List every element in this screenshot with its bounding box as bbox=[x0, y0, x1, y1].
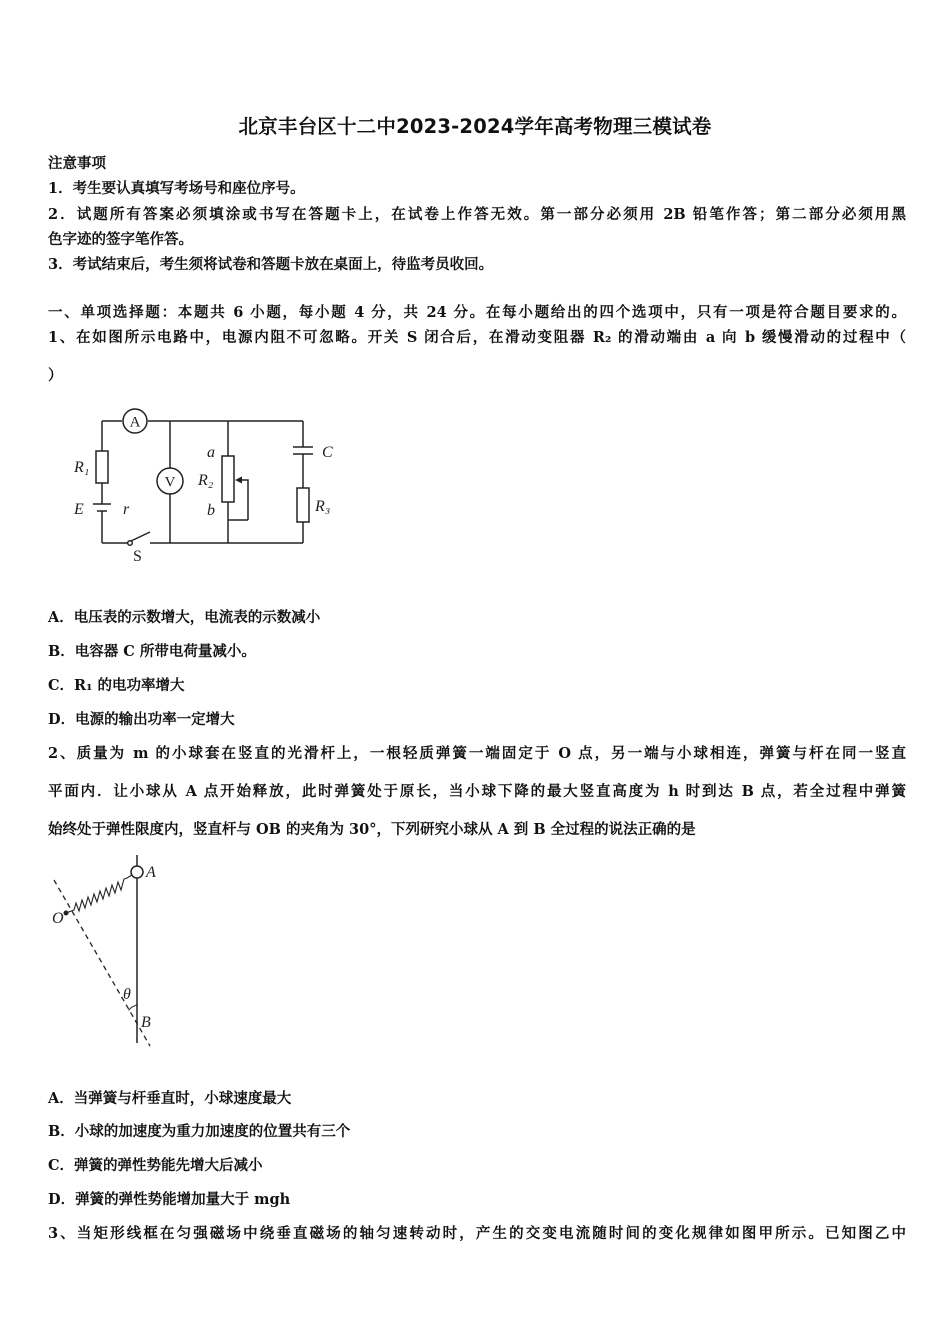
ammeter-label: A bbox=[129, 414, 141, 431]
option: B．小球的加速度为重力加速度的位置共有三个 bbox=[48, 1123, 351, 1140]
option: C．R₁ 的电功率增大 bbox=[48, 677, 185, 694]
r1-label: R₁ bbox=[74, 459, 90, 476]
question-stem: 3、当矩形线框在匀强磁场中绕垂直磁场的轴匀速转动时，产生的交变电流随时间的变化规律如图甲所示。已知图乙中 bbox=[48, 1225, 906, 1242]
capacitor-label: C bbox=[322, 444, 333, 461]
r2-label: R₂ bbox=[198, 472, 214, 489]
r2-a-label: a bbox=[207, 444, 215, 461]
question-stem: 2、质量为 m 的小球套在竖直的光滑杆上，一根轻质弹簧一端固定于 O 点，另一端与小球相连，弹簧与杆在同一竖直 bbox=[48, 745, 906, 762]
internal-resistance-label: r bbox=[123, 501, 130, 518]
emf-label: E bbox=[74, 501, 84, 518]
voltmeter-label: V bbox=[164, 474, 176, 491]
point-b-label: B bbox=[141, 1014, 151, 1031]
circuit-diagram bbox=[60, 400, 360, 570]
point-o-label: O bbox=[52, 910, 64, 927]
section-heading: 一、单项选择题：本题共 6 小题，每小题 4 分，共 24 分。在每小题给出的四个选项中，只有一项是符合题目要求的。 bbox=[48, 304, 906, 321]
option: B．电容器 C 所带电荷量减小。 bbox=[48, 643, 256, 660]
r3-label: R₃ bbox=[315, 498, 331, 515]
option: D．弹簧的弹性势能增加量大于 mgh bbox=[48, 1191, 291, 1208]
notice-item: 1．考生要认真填写考场号和座位序号。 bbox=[48, 180, 305, 197]
theta-label: θ bbox=[123, 986, 131, 1003]
option: A．电压表的示数增大，电流表的示数减小 bbox=[48, 609, 321, 626]
point-a-label: A bbox=[146, 864, 156, 881]
notice-heading: 注意事项 bbox=[48, 155, 106, 172]
notice-item: 2．试题所有答案必须填涂或书写在答题卡上，在试卷上作答无效。第一部分必须用 2B 铅笔作答；第二部分必须用黑 bbox=[48, 206, 906, 223]
spring-rod-diagram bbox=[40, 850, 180, 1050]
option: A．当弹簧与杆垂直时，小球速度最大 bbox=[48, 1090, 292, 1107]
option: C．弹簧的弹性势能先增大后减小 bbox=[48, 1157, 263, 1174]
question-stem: 始终处于弹性限度内，竖直杆与 OB 的夹角为 30°，下列研究小球从 A 到 B 全过程的说法正确的是 bbox=[48, 821, 696, 838]
question-stem: 平面内．让小球从 A 点开始释放，此时弹簧处于原长，当小球下降的最大竖直高度为 h 时到达 B 点，若全过程中弹簧 bbox=[48, 783, 906, 800]
page-title: 北京丰台区十二中2023-2024学年高考物理三模试卷 bbox=[238, 115, 712, 138]
notice-item: 色字迹的签字笔作答。 bbox=[48, 231, 193, 248]
notice-item: 3．考试结束后，考生须将试卷和答题卡放在桌面上，待监考员收回。 bbox=[48, 256, 494, 273]
r2-b-label: b bbox=[207, 502, 215, 519]
option: D．电源的输出功率一定增大 bbox=[48, 711, 235, 728]
question-stem: 1、在如图所示电路中，电源内阻不可忽略。开关 S 闭合后，在滑动变阻器 R₂ 的滑动端由 a 向 b 缓慢滑动的过程中（ bbox=[48, 329, 906, 346]
question-stem: ） bbox=[48, 367, 63, 384]
switch-label: S bbox=[133, 548, 142, 565]
